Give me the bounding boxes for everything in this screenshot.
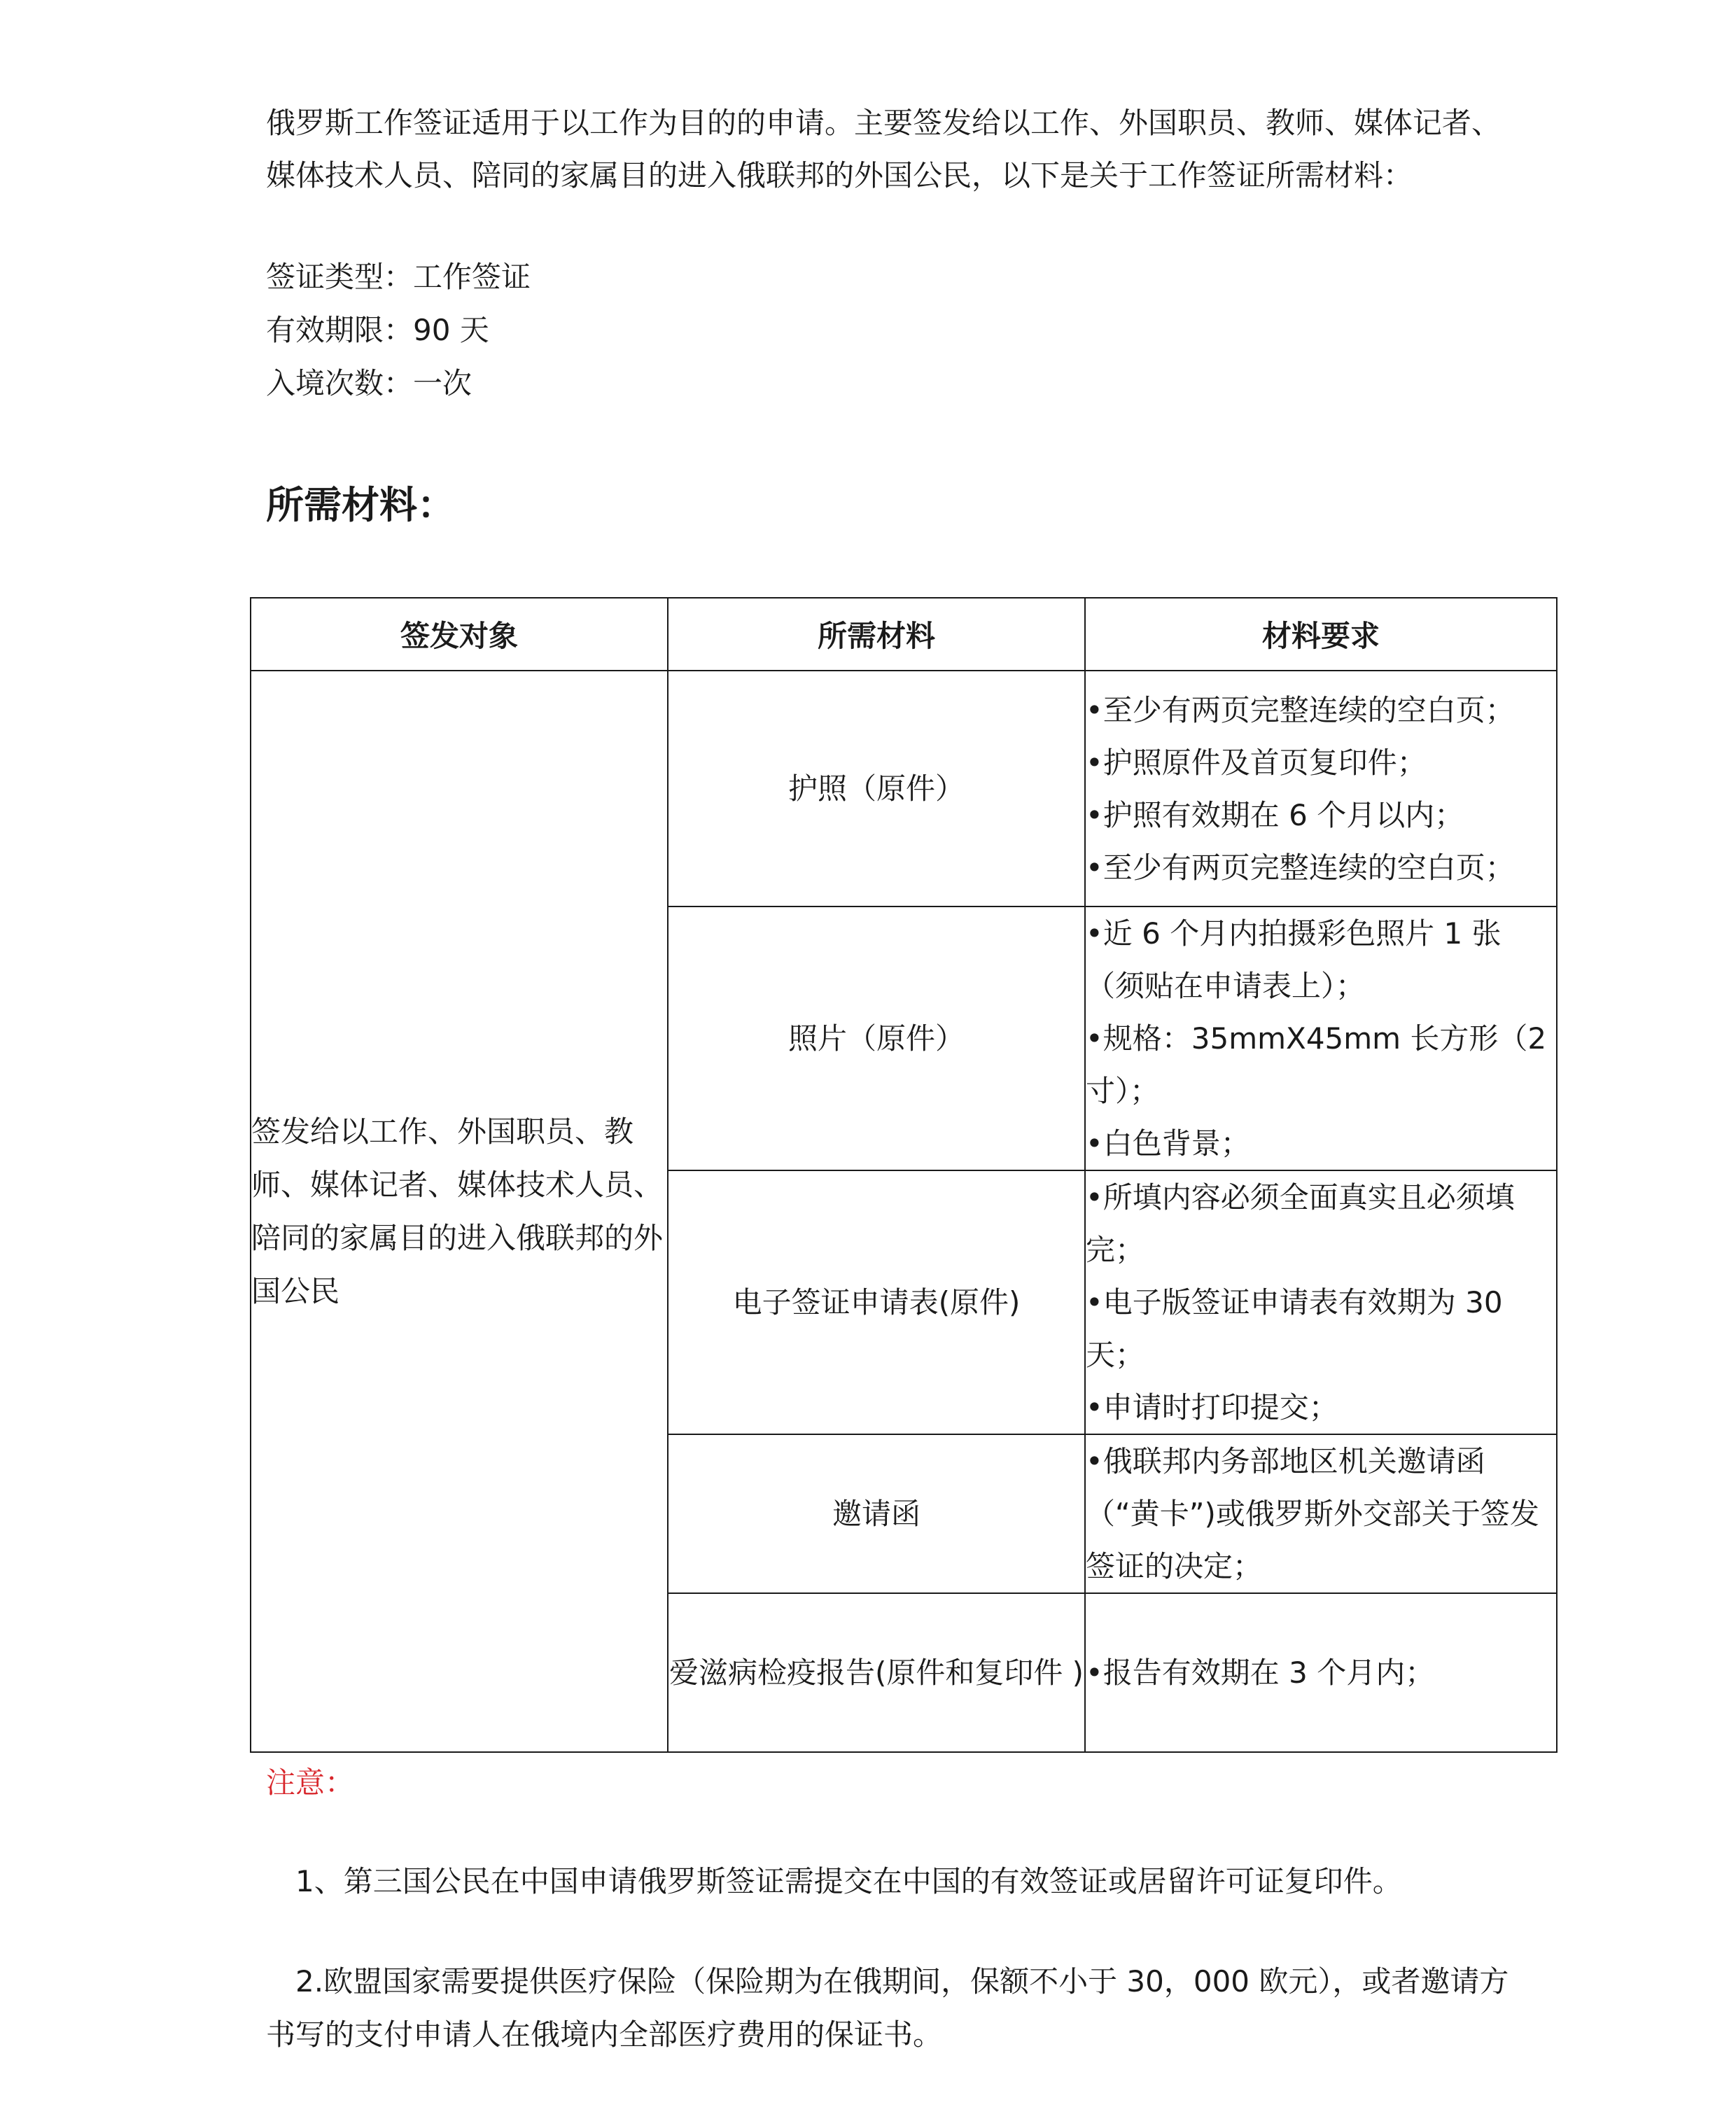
material-cell-aids-report: 爱滋病检疫报告(原件和复印件 ) [668,1593,1085,1752]
table-row [251,671,1557,906]
requirement-item: •俄联邦内务部地区机关邀请函（“黄卡”)或俄罗斯外交部关于签发签证的决定； [1086,1444,1539,1583]
requirement-item: •所填内容必须全面真实且必须填完； [1086,1180,1515,1267]
requirement-item: •至少有两页完整连续的空白页； [1086,692,1515,727]
requirement-item: •申请时打印提交； [1086,1390,1338,1424]
requirement-item: •白色背景； [1086,1126,1250,1161]
table-header-row [251,598,1557,671]
section-title: 所需材料： [266,483,455,527]
note-title: 注意： [266,1765,355,1800]
requirement-item: •护照有效期在 6 个月以内； [1086,797,1464,832]
validity-line: 有效期限：90 天 [266,313,489,347]
requirements-cell-aids-report [1085,1593,1557,1752]
header-requirements: 材料要求 [1085,598,1557,671]
intro-paragraph: 俄罗斯工作签证适用于以工作为目的的申请。主要签发给以工作、外国职员、教师、媒体记者、媒体技术人员、陪同的家属目的进入俄联邦的外国公民，以下是关于工作签证所需材料： [266,106,1502,192]
header-material: 所需材料 [668,598,1085,671]
material-cell-invitation: 邀请函 [668,1434,1085,1593]
header-target: 签发对象 [251,598,668,671]
requirement-item: •报告有效期在 3 个月内； [1086,1656,1435,1690]
requirements-cell-application-form [1085,1170,1557,1434]
requirement-item: •至少有两页完整连续的空白页； [1086,850,1515,885]
visa-type-line: 签证类型：工作签证 [266,260,531,294]
requirement-item: •护照原件及首页复印件； [1086,745,1427,780]
note-item: 1、第三国公民在中国申请俄罗斯签证需提交在中国的有效签证或居留许可证复印件。 [295,1864,1402,1898]
requirements-cell-invitation [1085,1434,1557,1593]
material-cell-application-form: 电子签证申请表(原件) [668,1170,1085,1434]
material-cell-photo: 照片（原件） [668,906,1085,1170]
requirement-item: •规格：35mmX45mm 长方形（2 寸）； [1086,1021,1547,1108]
visa-facts [266,251,531,410]
target-cell: 签发给以工作、外国职员、教师、媒体记者、媒体技术人员、陪同的家属目的进入俄联邦的外国公民 [251,671,668,1752]
entries-line: 入境次数：一次 [266,366,472,400]
material-cell-passport: 护照（原件） [668,671,1085,906]
requirements-cell-photo [1085,906,1557,1170]
requirements-cell-passport [1085,671,1557,906]
requirement-item: •近 6 个月内拍摄彩色照片 1 张（须贴在申请表上）； [1086,916,1502,1003]
requirement-item: •电子版签证申请表有效期为 30 天； [1086,1285,1503,1372]
note-item: 2.欧盟国家需要提供医疗保险（保险期为在俄期间，保额不小于 30，000 欧元），或者邀请方书写的支付申请人在俄境内全部医疗费用的保证书。 [266,1964,1509,2052]
materials-table [250,597,1558,1753]
